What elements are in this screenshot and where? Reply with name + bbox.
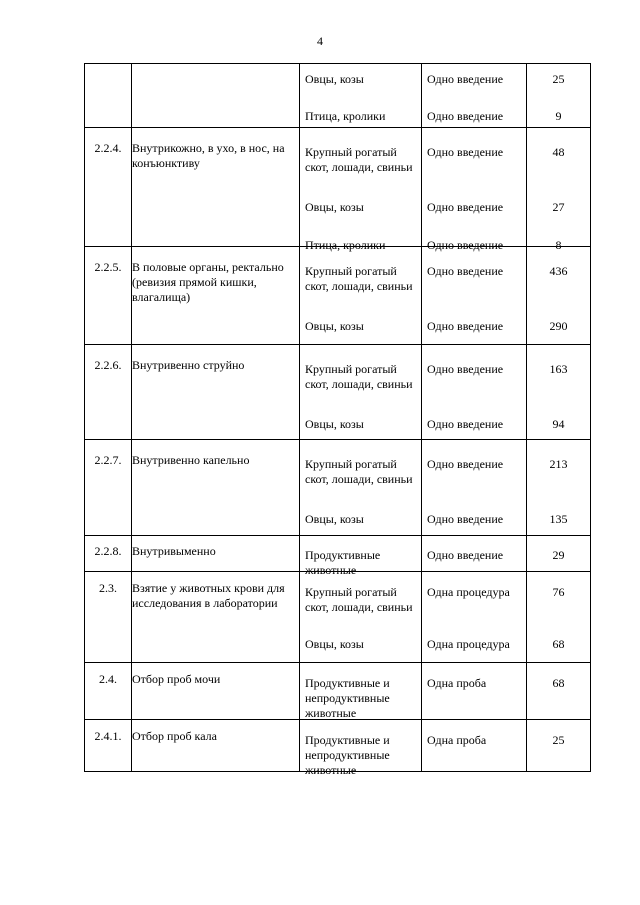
price-value-cell [527,128,591,252]
price-value: 8 [555,238,562,252]
row-number: 2.2.4. [85,128,132,247]
price-value: 48 [552,145,565,159]
price-value-cell [527,572,591,663]
animal-type: Птица, кролики [305,238,386,252]
measure-unit: Одно введение [427,319,504,333]
price-value: 27 [552,200,565,214]
tariff-table [84,63,591,777]
service-name: Взятие у животных крови для исследования в лаборатории [132,572,300,663]
price-value: 94 [552,417,565,431]
price-value: 76 [552,585,565,599]
measure-unit: Одно введение [427,200,504,214]
animal-type: Продуктивные животные [305,548,381,577]
row-number: 2.3. [85,572,132,663]
animal-type-cell [300,345,422,440]
animal-type-cell [300,64,422,128]
animal-type-cell [300,247,422,345]
service-name: Внутрикожно, в ухо, в нос, на конъюнктиву [132,128,300,247]
animal-type: Овцы, козы [305,72,364,86]
price-value: 25 [552,733,565,747]
animal-type-cell [300,440,422,536]
measure-unit-cell [422,663,527,720]
animal-type: Продуктивные и непродуктивные животные [305,733,390,777]
animal-type-cell [300,720,422,777]
price-value-cell [527,720,591,772]
service-name: Внутривыменно [132,536,300,572]
price-value-cell [527,247,591,345]
price-value-cell [527,663,591,720]
animal-type: Овцы, козы [305,200,364,214]
price-value: 135 [549,512,568,526]
price-value-cell [527,64,591,128]
table-row [85,572,591,663]
measure-unit: Одно введение [427,264,504,278]
service-name: В половые органы, ректально (ревизия прямой кишки, влагалища) [132,247,300,345]
animal-type-cell [300,128,422,252]
animal-type: Овцы, козы [305,512,364,526]
animal-type: Крупный рогатый скот, лошади, свиньи [305,264,413,293]
measure-unit: Одна проба [427,733,487,747]
measure-unit-cell [422,345,527,440]
measure-unit: Одна процедура [427,637,510,651]
table-row [85,440,591,536]
service-name [132,64,300,128]
row-number: 2.2.7. [85,440,132,536]
measure-unit-cell [422,440,527,536]
measure-unit: Одно введение [427,72,504,86]
price-value: 436 [549,264,568,278]
service-name: Внутривенно капельно [132,440,300,536]
measure-unit: Одно введение [427,109,504,123]
measure-unit: Одно введение [427,548,504,562]
animal-type: Крупный рогатый скот, лошади, свиньи [305,362,413,391]
price-value-cell [527,440,591,536]
service-name: Отбор проб кала [132,720,300,772]
measure-unit-cell [422,572,527,663]
price-value-cell [527,345,591,440]
table-row [85,64,591,128]
animal-type-cell [300,663,422,720]
row-number: 2.2.6. [85,345,132,440]
page-number: 4 [317,34,323,48]
table-row [85,663,591,720]
animal-type: Крупный рогатый скот, лошади, свиньи [305,457,413,486]
measure-unit-cell [422,536,527,572]
measure-unit: Одна проба [427,676,487,690]
table-row [85,345,591,440]
row-number: 2.2.8. [85,536,132,572]
measure-unit: Одно введение [427,417,504,431]
measure-unit: Одно введение [427,145,504,159]
price-value: 213 [549,457,568,471]
table-row [85,536,591,572]
animal-type-cell [300,572,422,663]
measure-unit: Одно введение [427,238,504,252]
measure-unit: Одно введение [427,512,504,526]
measure-unit: Одно введение [427,457,504,471]
measure-unit: Одна процедура [427,585,510,599]
table-row [85,720,591,772]
row-number: 2.4.1. [85,720,132,772]
price-value: 9 [555,109,562,123]
table-row [85,247,591,345]
price-value: 68 [552,637,565,651]
price-value: 29 [552,548,565,562]
price-value: 68 [552,676,565,690]
measure-unit-cell [422,247,527,345]
row-number: 2.2.5. [85,247,132,345]
animal-type: Крупный рогатый скот, лошади, свиньи [305,145,413,174]
service-name: Внутривенно струйно [132,345,300,440]
row-number: 2.4. [85,663,132,720]
measure-unit-cell [422,128,527,252]
animal-type: Птица, кролики [305,109,386,123]
animal-type: Овцы, козы [305,417,364,431]
animal-type: Продуктивные и непродуктивные животные [305,676,390,720]
animal-type: Овцы, козы [305,637,364,651]
animal-type: Крупный рогатый скот, лошади, свиньи [305,585,413,614]
price-value: 163 [549,362,568,376]
measure-unit-cell [422,720,527,772]
animal-type: Овцы, козы [305,319,364,333]
measure-unit-cell [422,64,527,128]
table-row [85,128,591,247]
price-value-cell [527,536,591,572]
animal-type-cell [300,536,422,577]
measure-unit: Одно введение [427,362,504,376]
price-value: 290 [549,319,568,333]
service-name: Отбор проб мочи [132,663,300,720]
price-value: 25 [552,72,565,86]
row-number [85,64,132,128]
